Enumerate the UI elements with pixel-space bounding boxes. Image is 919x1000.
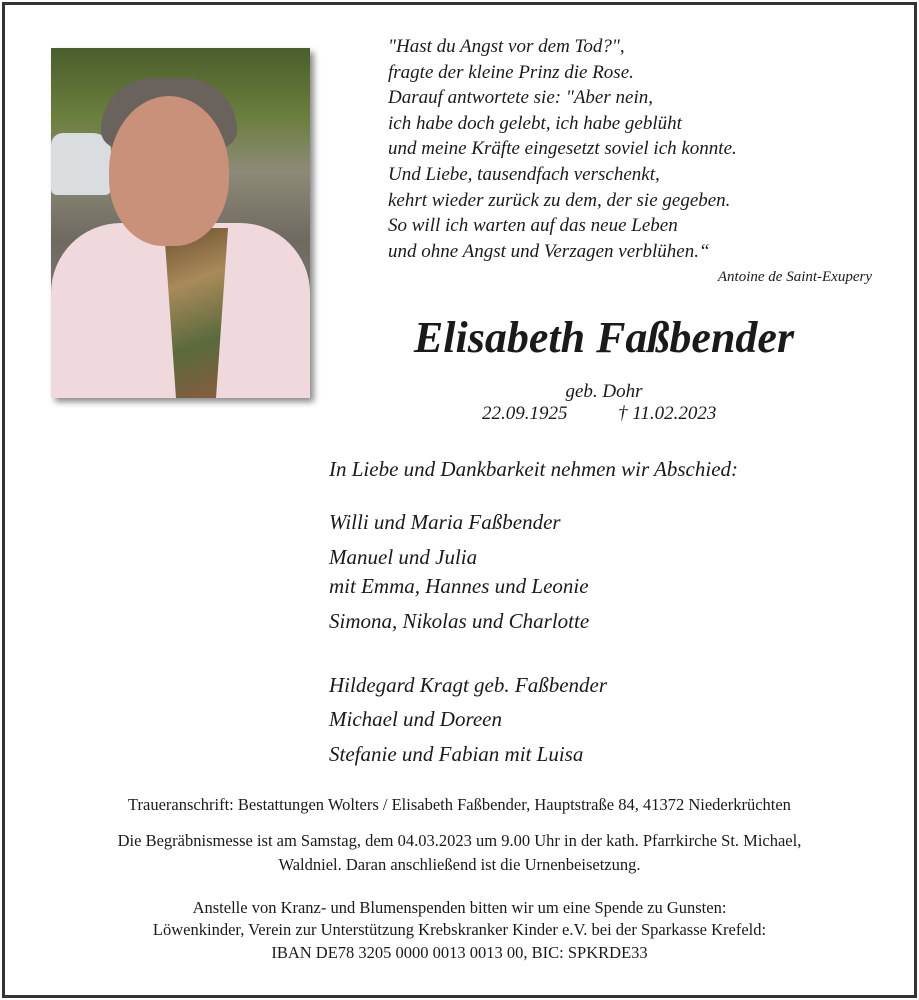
- family-line: Simona, Nikolas und Charlotte: [329, 609, 590, 633]
- poem-line: kehrt wieder zurück zu dem, der sie gegeben.: [388, 189, 731, 211]
- family-line: Willi und Maria Faßbender: [329, 510, 561, 534]
- poem-line: und meine Kräfte eingesetzt soviel ich konnte.: [388, 138, 737, 160]
- family-line: Stefanie und Fabian mit Luisa: [329, 742, 584, 766]
- death-date: † 11.02.2023: [618, 403, 717, 424]
- funeral-info: Waldniel. Daran anschließend ist die Urnenbeisetzung.: [278, 855, 641, 874]
- poem-line: Darauf antwortete sie: "Aber nein,: [388, 87, 653, 109]
- family-line: Michael und Doreen: [329, 707, 503, 731]
- photo-face: [109, 96, 229, 246]
- family-line: Manuel und Julia: [329, 545, 478, 569]
- deceased-name: Elisabeth Faßbender: [413, 313, 795, 362]
- mourning-address: Traueranschrift: Bestattungen Wolters / Elisabeth Faßbender, Hauptstraße 84, 41372 Niederkrüchten: [128, 795, 791, 814]
- portrait-photo: [51, 48, 310, 398]
- donation-info: Anstelle von Kranz- und Blumenspenden bitten wir um eine Spende zu Gunsten:: [192, 898, 727, 917]
- family-line: Hildegard Kragt geb. Faßbender: [329, 673, 608, 697]
- poem-line: "Hast du Angst vor dem Tod?",: [388, 36, 625, 57]
- farewell-text: In Liebe und Dankbarkeit nehmen wir Abschied:: [329, 457, 739, 481]
- funeral-info: Die Begräbnismesse ist am Samstag, dem 04.03.2023 um 9.00 Uhr in der kath. Pfarrkirche St. Michael,: [117, 831, 802, 850]
- poem-line: Und Liebe, tausendfach verschenkt,: [388, 163, 660, 185]
- family-line: mit Emma, Hannes und Leonie: [329, 574, 589, 598]
- bank-details: IBAN DE78 3205 0000 0013 0013 00, BIC: SPKRDE33: [271, 943, 648, 962]
- poem-line: So will ich warten auf das neue Leben: [388, 215, 678, 237]
- poem-line: fragte der kleine Prinz die Rose.: [388, 61, 634, 83]
- donation-info: Löwenkinder, Verein zur Unterstützung Krebskranker Kinder e.V. bei der Sparkasse Krefeld:: [152, 920, 767, 939]
- photo-background-car: [51, 133, 111, 195]
- poem-line: und ohne Angst und Verzagen verblühen.“: [388, 240, 710, 262]
- birth-date: 22.09.1925: [482, 403, 568, 424]
- poem-line: ich habe doch gelebt, ich habe geblüht: [388, 112, 682, 134]
- poem: [388, 34, 737, 264]
- poem-author: Antoine de Saint-Exupery: [717, 269, 872, 285]
- maiden-name: geb. Dohr: [565, 381, 643, 402]
